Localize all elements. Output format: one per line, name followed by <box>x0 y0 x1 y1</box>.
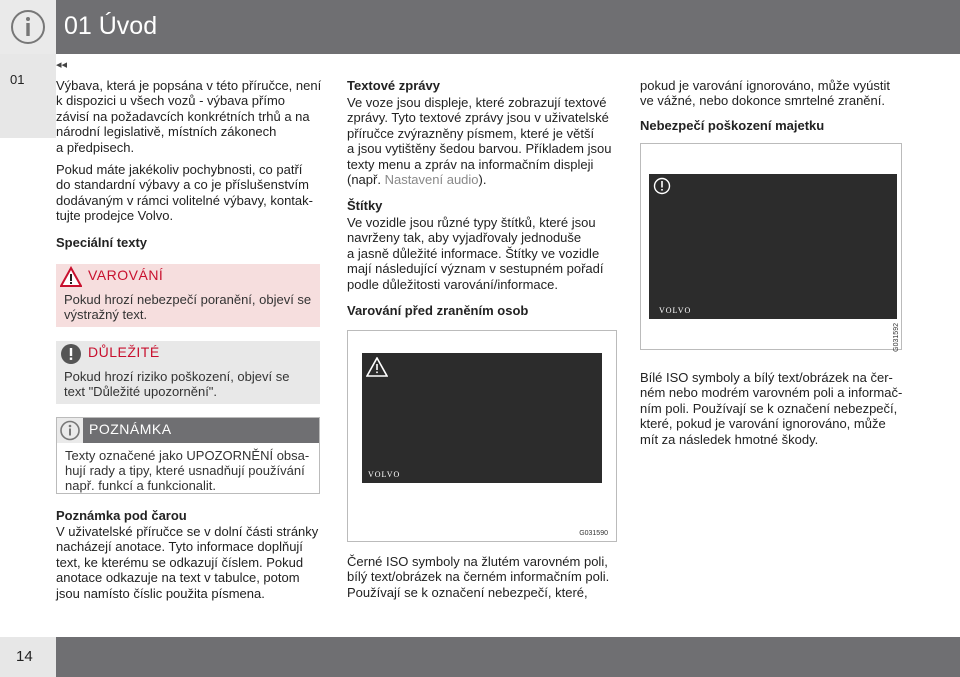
important-label: DŮLEŽITÉ <box>88 344 160 360</box>
property-sign-figure <box>640 143 902 350</box>
warning-label: VAROVÁNÍ <box>88 267 164 283</box>
warning-box <box>56 264 320 327</box>
property-sign-caption: Bílé ISO symboly a bílý text/obrázek na čer- ném nebo modrém varovném poli a informač- ním poli. Používají se k označení nebezpečí, které, pokud je varování ignorováno, může mít za následek hmotné škody. <box>640 370 903 447</box>
info-circle-icon <box>0 0 56 54</box>
intro-paragraph-2: Pokud máte jakékoliv pochybnosti, co patří do standardní výbavy a co je příslušenstvím dodávaným v rámci volitelné výbavy, kontak- tujte prodejce Volvo. <box>56 162 313 224</box>
exclamation-circle-icon <box>653 177 671 195</box>
labels-paragraph: Ve vozidle jsou různé typy štítků, které jsou navrženy tak, aby vyjadřovaly jednoduše a jasně důležité informace. Štítky ve vozidle mají následující význam v sestupném pořadí podle důležitosti varování/informace. <box>347 215 604 292</box>
chapter-number: 01 <box>10 72 25 87</box>
note-label: POZNÁMKA <box>89 421 172 437</box>
info-circle-icon <box>57 418 83 443</box>
page-number: 14 <box>16 648 33 665</box>
footnote-heading: Poznámka pod čarou <box>56 508 187 523</box>
property-damage-heading: Nebezpečí poškození majetku <box>640 118 825 133</box>
property-sign <box>649 174 897 319</box>
injury-warning-heading: Varování před zraněním osob <box>347 303 529 318</box>
note-box <box>56 417 320 494</box>
volvo-brand: VOLVO <box>368 470 401 479</box>
important-text: Pokud hrozí riziko poškození, objeví se text "Důležité upozornění". <box>64 369 290 399</box>
chapter-tab[interactable] <box>0 54 56 138</box>
labels-heading: Štítky <box>347 198 383 213</box>
warning-text: Pokud hrozí nebezpečí poranění, objeví se výstražný text. <box>64 292 312 322</box>
chapter-title: 01 Úvod <box>64 12 158 40</box>
injury-sign-caption: Černé ISO symboly na žlutém varovném poli, bílý text/obrázek na černém informačním poli. Používají se k označení nebezpečí, které, <box>347 554 610 600</box>
warning-triangle-icon <box>60 266 82 288</box>
footnote-paragraph: V uživatelské příručce se v dolní části stránky nacházejí anotace. Tyto informace doplňují text, ke kterému se odkazují číslem. Pokud anotace odkazuje na text v tabulce, potom jsou namísto číslic použita písmena. <box>56 524 319 601</box>
back-marker[interactable]: ◂◂ <box>56 59 68 71</box>
important-box <box>56 341 320 404</box>
special-texts-heading: Speciální texty <box>56 235 148 250</box>
injury-sign-figure <box>347 330 617 542</box>
volvo-brand: VOLVO <box>659 306 692 315</box>
warning-triangle-icon <box>366 357 388 377</box>
note-text: Texty označené jako UPOZORNĚNÍ obsa- hují rady a tipy, které usnadňují používání např. funkcí a funkcionalit. <box>65 448 310 493</box>
figure-code: G031590 <box>579 530 608 537</box>
header-icon-box <box>0 0 56 54</box>
figure-code: G031592 <box>893 323 900 352</box>
intro-paragraph-1: Výbava, která je popsána v této příručce, není k dispozici u všech vozů - výbava přímo závisí na požadavcích konkrétních trhů a na národní legislativě, místních zákonech a předpisech. <box>56 78 322 155</box>
text-messages-paragraph: Ve voze jsou displeje, které zobrazují textové zprávy. Tyto textové zprávy jsou v uživatelské příručce zvýrazněny písmem, které je větší a jsou vytištěny šedou barvou. Příkladem jsou texty menu a zpráv na informačním displeji (např. Nastavení audio). <box>347 95 612 188</box>
exclamation-circle-icon <box>60 343 82 365</box>
col3-continued-text: pokud je varování ignorováno, může vyústit ve vážné, nebo dokonce smrtelné zranění. <box>640 78 891 109</box>
example-menu-text: Nastavení audio <box>384 172 479 188</box>
text-messages-heading: Textové zprávy <box>347 78 440 93</box>
injury-sign <box>362 353 602 483</box>
page-footer <box>0 637 960 677</box>
